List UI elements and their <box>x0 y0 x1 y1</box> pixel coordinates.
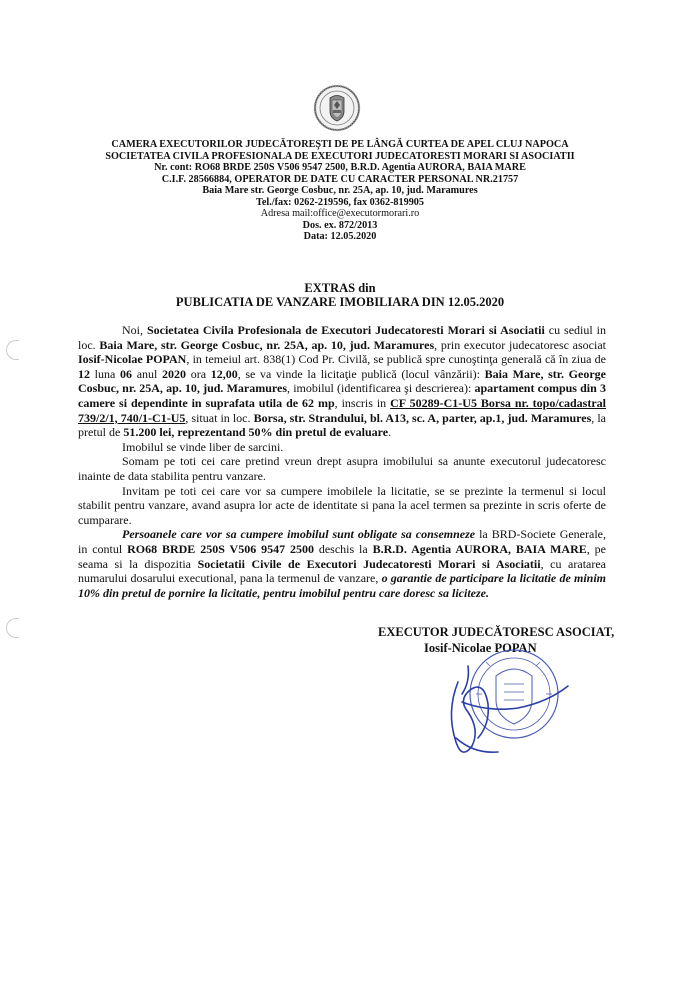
text-run: , in temeiul art. 838(1) Cod Pr. Civilă, se publică spre cunoştinţa generală că în ziua de <box>186 352 606 367</box>
sale-month: 06 <box>120 366 133 381</box>
scan-margin-mark <box>6 340 19 360</box>
text-run: , cu aratarea numarului dosarului executional, pana la termenul de vanzare, <box>78 556 607 586</box>
paragraph-summons: Somam pe toti cei care pretind vreun drept asupra imobilului sa anunte executorul judecatoresc inainte de data stabilita pentru vanzare. <box>78 454 606 483</box>
phone-fax: Tel./fax: 0262-219596, fax 0362-819905 <box>256 196 424 208</box>
title-line-1: EXTRAS din <box>304 281 376 295</box>
office-address: Baia Mare str. George Cosbuc, nr. 25A, ap. 10, jud. Maramures <box>202 185 478 196</box>
sale-year: 2020 <box>162 366 187 381</box>
text-run: , pe seama si la dispozitia <box>78 541 606 571</box>
starting-price: 51.200 lei, reprezentand 50% din pretul de evaluare <box>123 425 389 440</box>
paragraph-invitation: Invitam pe toti cei care vor sa cumpere imobilele la licitatie, se se prezinte la termenul si locul stabilit pentru vanzare, avand asupra lor acte de identitate si pana la acel termen sa prezinte in scris oferte de cumparare. <box>78 483 606 527</box>
text-run: la BRD-Societe Generale, in contul <box>78 527 606 556</box>
property-description: apartament compus din 3 camere si dependinte in suprafata utila de 62 mp <box>78 381 606 410</box>
sale-day: 12 <box>78 366 90 381</box>
case-number: Dos. ex. 872/2013 <box>302 219 378 231</box>
email-address: Adresa mail:office@executormorari.ro <box>260 208 420 219</box>
text-run: , situat in loc. <box>185 410 254 425</box>
document-date: Data: 12.05.2020 <box>303 231 377 242</box>
text-run: , inscris in <box>334 395 391 410</box>
paragraph-no-encumbrances: Imobilul se vinde liber de sarcini. <box>122 439 284 454</box>
text-run: anul <box>132 366 163 381</box>
document-body <box>78 323 606 600</box>
text-run: , imobilul (identificarea şi descrierea): <box>287 381 475 396</box>
property-address: Borsa, str. Strandului, bl. A13, sc. A, parter, ap.1, jud. Maramures <box>253 410 592 425</box>
text-run: ora <box>186 366 211 381</box>
sale-location: Baia Mare, str. George Cosbuc, nr. 25A, ap. 10, jud. Maramures <box>78 366 606 396</box>
bank-account: Nr. cont: RO68 BRDE 250S V506 9547 2500, B.R.D. Agentia AURORA, BAIA MARE <box>154 162 526 173</box>
executor-company: Societatea Civila Profesionala de Executori Judecatoresti Morari si Asociatii <box>146 323 545 337</box>
document-title <box>80 281 600 309</box>
chamber-name: CAMERA EXECUTORILOR JUDECĂTOREŞTI DE PE LÂNGĂ CURTEA DE APEL CLUJ NAPOCA <box>111 139 569 150</box>
account-number: RO68 BRDE 250S V506 9547 2500 <box>127 541 314 556</box>
text-run: luna <box>90 366 121 381</box>
sale-hour: 12,00 <box>210 366 238 381</box>
title-line-2: PUBLICATIA DE VANZARE IMOBILIARA DIN 12.05.2020 <box>175 295 505 309</box>
executor-name: Iosif-Nicolae POPAN <box>78 352 187 367</box>
paragraph-guarantee <box>78 527 606 600</box>
guarantee-requirement: o garantie de participare la licitatie de minim 10% din pretul de pornire la licitatie, pentru imobilul pentru care doresc sa liciteze. <box>78 571 607 600</box>
obligation-text: Persoanele care vor sa cumpere imobilul sunt obligate sa consemneze <box>122 527 476 542</box>
text-run: , se va vinde la licitaţie publică (locul vânzării): <box>237 366 485 381</box>
scan-margin-mark <box>6 618 19 638</box>
fiscal-code: C.I.F. 28566884, OPERATOR DE DATE CU CARACTER PERSONAL NR.21757 <box>161 173 519 185</box>
official-stamp-and-signature-icon <box>428 642 578 777</box>
paragraph-announcement <box>78 323 606 440</box>
letterhead <box>80 139 600 243</box>
text-run: . <box>388 425 392 440</box>
signatory-title: EXECUTOR JUDECĂTORESC ASOCIAT, <box>378 625 615 639</box>
text-run: , prin executor judecatoresc asociat <box>434 337 606 352</box>
company-name: SOCIETATEA CIVILA PROFESIONALA DE EXECUTORI JUDECATORESTI MORARI SI ASOCIATII <box>105 150 575 162</box>
bank-branch: B.R.D. Agentia AURORA, BAIA MARE <box>372 541 587 556</box>
beneficiary-company: Societatii Civile de Executori Judecatoresti Morari si Asociatii <box>197 556 541 571</box>
signatory-name: Iosif-Nicolae POPAN <box>424 641 537 655</box>
text-run: , la pretul de <box>78 410 606 440</box>
executor-address: Baia Mare, str. George Cosbuc, nr. 25A, ap. 10, jud. Maramures <box>99 337 435 352</box>
text-run: Noi, <box>122 323 147 337</box>
text-run: deschis la <box>313 541 373 556</box>
text-run: cu sediul in loc. <box>78 323 607 352</box>
land-registry-reference: CF 50289-C1-U5 Borsa nr. topo/cadastral 739/2/1, 740/1-C1-U5 <box>78 395 606 425</box>
romania-coat-of-arms-seal-icon <box>313 84 361 132</box>
